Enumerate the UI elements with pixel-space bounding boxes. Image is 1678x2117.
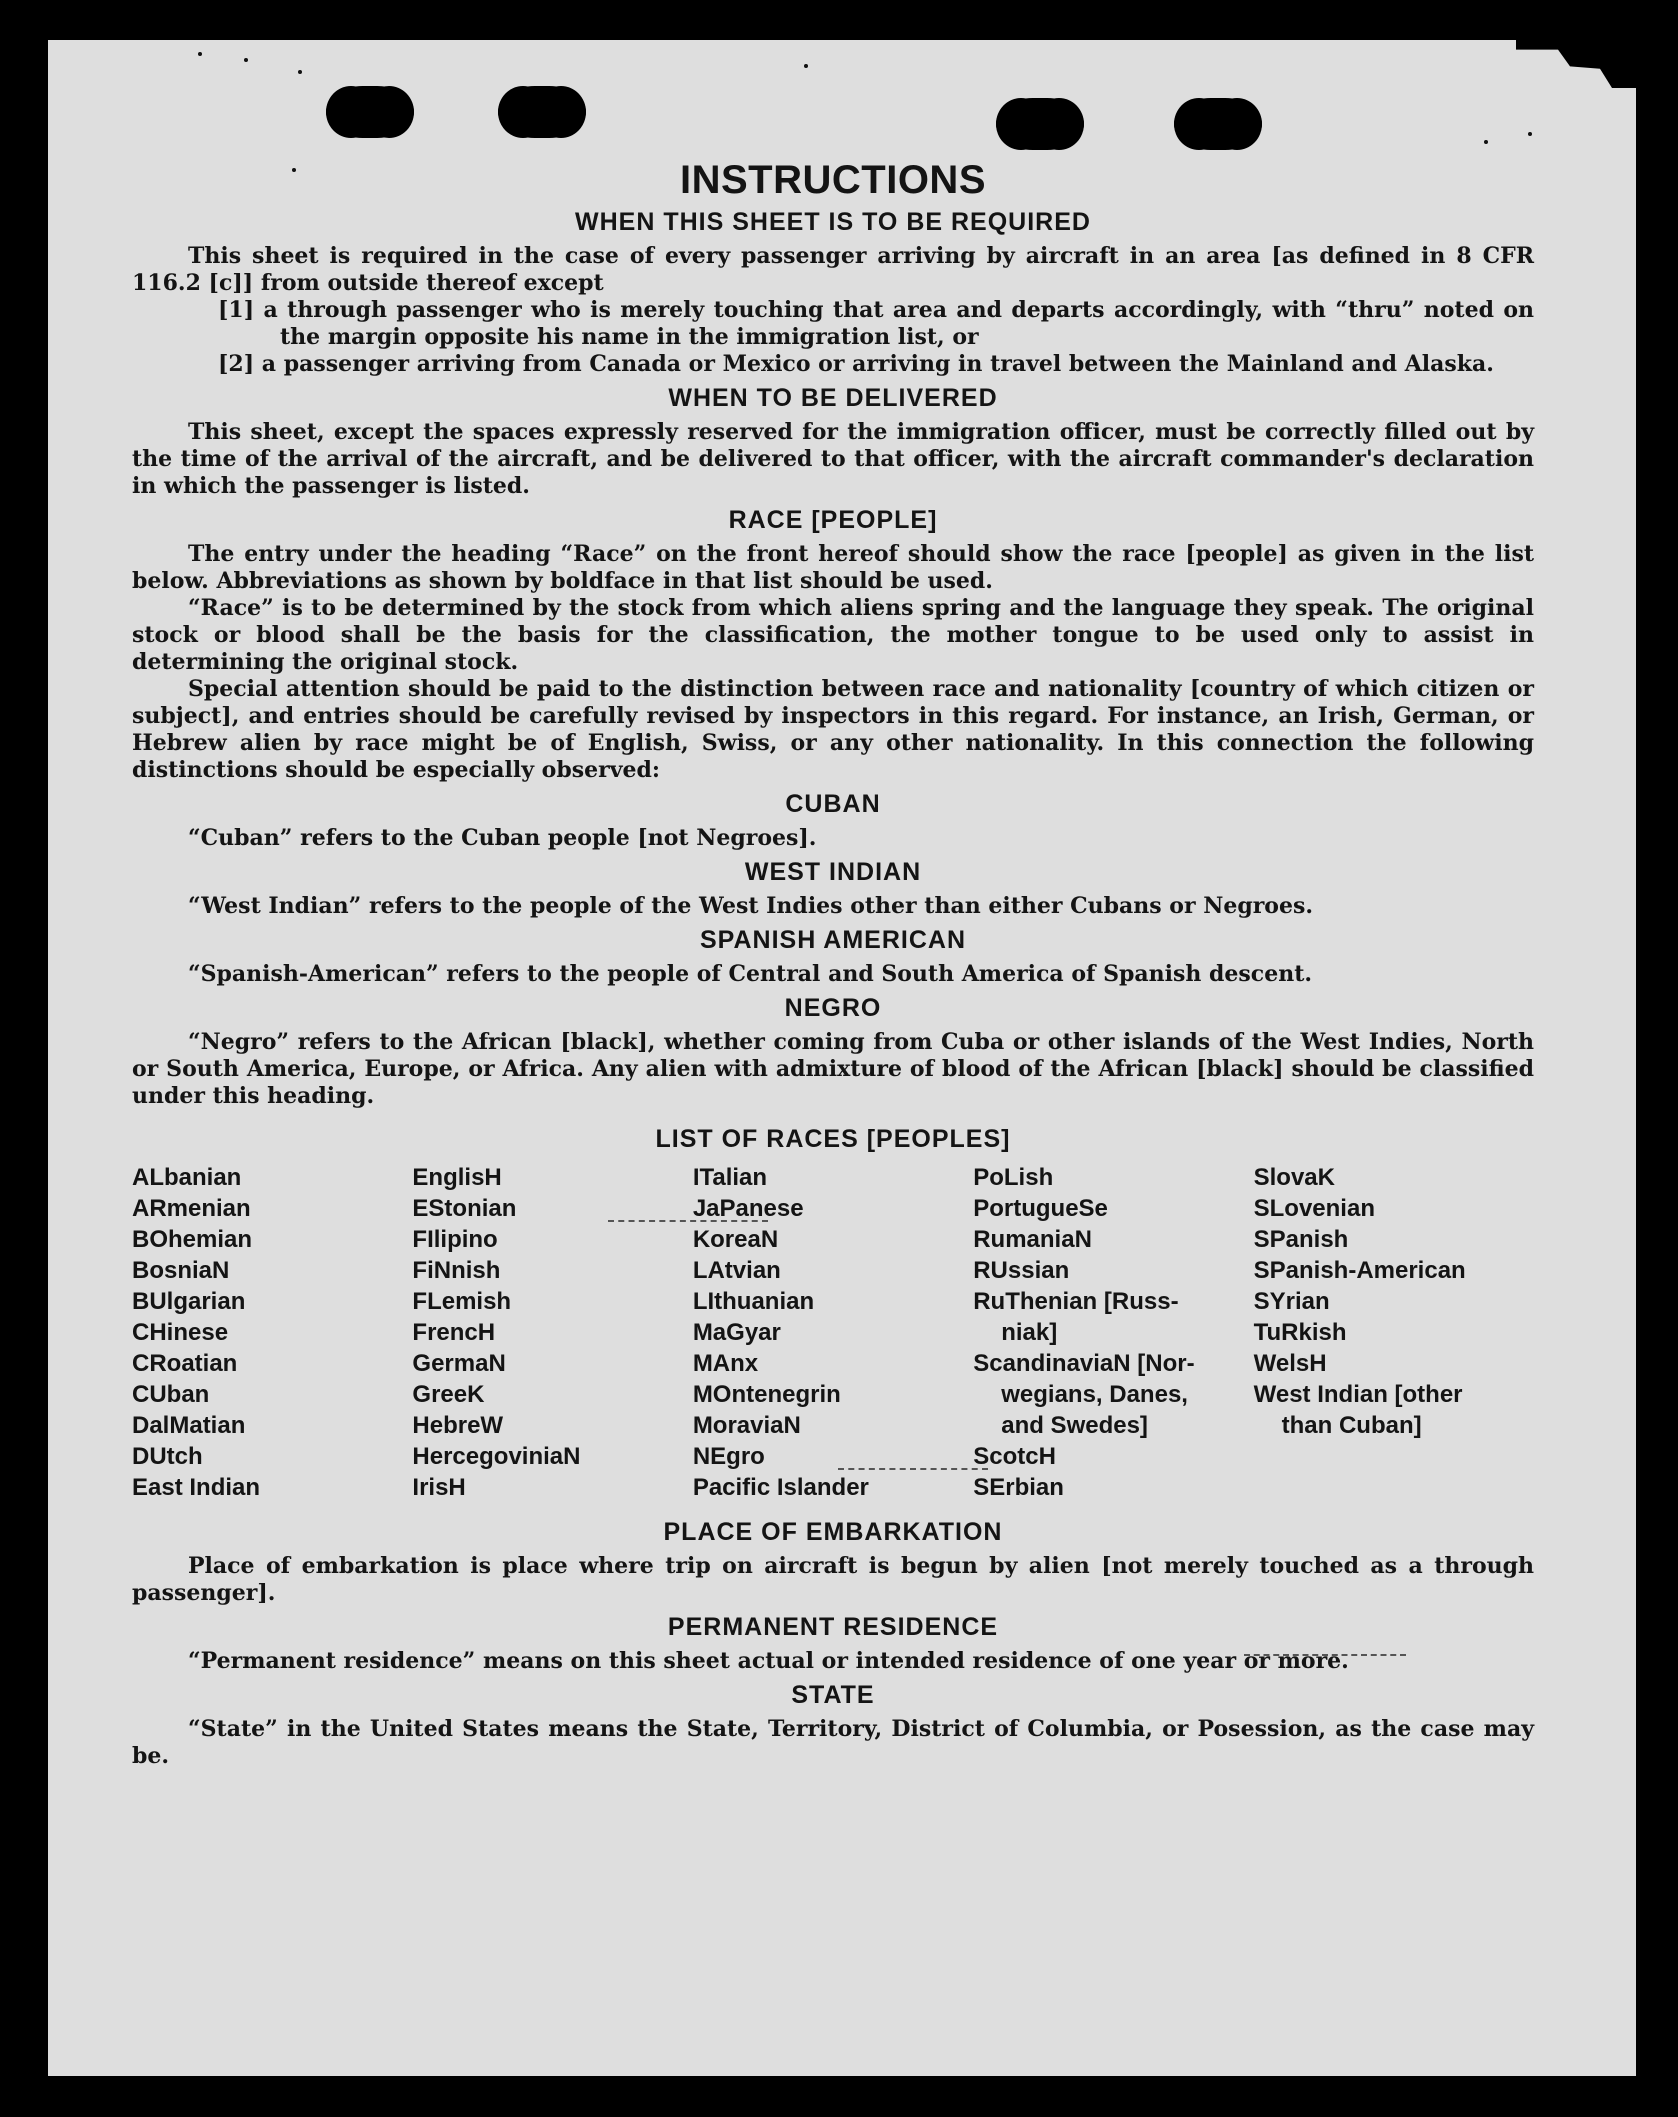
section-text: “Cuban” refers to the Cuban people [not Negroes].	[188, 825, 817, 851]
section-heading: RACE [PEOPLE]	[728, 506, 938, 534]
exception-item: [1] a through passenger who is merely touching that area and departs accordingly, with “thru” noted on the margin opposite his name in the immigration list, or	[218, 297, 1534, 350]
race-entry: GreeK	[412, 1381, 485, 1408]
speck	[198, 52, 202, 56]
speck	[244, 58, 248, 62]
races-column	[132, 1162, 412, 1503]
page-title: INSTRUCTIONS	[680, 158, 986, 202]
race-entry: ScandinaviaN [Nor-	[973, 1350, 1195, 1377]
exception-item: [2] a passenger arriving from Canada or Mexico or arriving in travel between the Mainland and Alaska.	[218, 351, 1494, 377]
instructions-content	[132, 158, 1534, 1770]
races-column	[973, 1162, 1253, 1503]
races-column	[1254, 1162, 1534, 1503]
race-entry: GermaN	[412, 1350, 506, 1377]
race-entry: MOntenegrin	[692, 1381, 841, 1408]
section-text: “State” in the United States means the State, Territory, District of Columbia, or Posession, as the case may be.	[132, 1716, 1534, 1769]
race-entry: IrisH	[412, 1474, 466, 1501]
race-entry: SErbian	[973, 1474, 1064, 1501]
punch-hole	[326, 86, 414, 138]
document-sheet	[48, 40, 1636, 2076]
race-entry: RumaniaN	[973, 1226, 1092, 1253]
section-heading: NEGRO	[784, 994, 882, 1022]
race-entry: SPanish-American	[1253, 1257, 1466, 1284]
punch-hole	[1174, 98, 1262, 150]
race-entry: HebreW	[412, 1412, 504, 1439]
race-entry: EStonian	[412, 1195, 517, 1222]
race-entry: BOhemian	[132, 1226, 253, 1253]
race-entry: DUtch	[132, 1443, 203, 1470]
race-entry: JaPanese	[692, 1195, 804, 1222]
race-entry: LIthuanian	[692, 1288, 815, 1315]
race-entry-continuation: than Cuban]	[1281, 1412, 1422, 1439]
race-entry: RuThenian [Russ-	[973, 1288, 1179, 1315]
race-entry: PortugueSe	[973, 1195, 1108, 1222]
race-entry: ITalian	[692, 1164, 768, 1191]
race-entry-continuation: wegians, Danes,	[1001, 1381, 1188, 1408]
section-heading: STATE	[791, 1681, 875, 1709]
races-column	[412, 1162, 692, 1503]
section-text: The entry under the heading “Race” on the front hereof should show the race [people] as given in the list below. Abbreviations as shown by boldface in that list should be used.	[132, 541, 1534, 594]
race-entry-continuation: and Swedes]	[1001, 1412, 1148, 1439]
race-entry: WelsH	[1253, 1350, 1327, 1377]
race-entry: MAnx	[692, 1350, 759, 1377]
race-entry: FrencH	[412, 1319, 496, 1346]
race-entry: SLovenian	[1253, 1195, 1375, 1222]
section-heading: PLACE OF EMBARKATION	[663, 1518, 1003, 1546]
section-heading: WEST INDIAN	[744, 858, 922, 886]
races-list	[132, 1162, 1534, 1503]
race-entry: CRoatian	[132, 1350, 238, 1377]
section-text: Place of embarkation is place where trip on aircraft is begun by alien [not merely touched as a through passenger].	[132, 1553, 1534, 1606]
race-entry: BosniaN	[132, 1257, 230, 1284]
section-text: This sheet, except the spaces expressly reserved for the immigration officer, must be correctly filled out by the time of the arrival of the aircraft, and be delivered to that officer, with the aircraft commander's declaration in which the passenger is listed.	[132, 419, 1534, 499]
speck	[804, 64, 808, 68]
section-text: Special attention should be paid to the distinction between race and nationality [country of which citizen or subject], and entries should be carefully revised by inspectors in this regard. For instance, an Irish, German, or Hebrew alien by race might be of English, Swiss, or any other nationality. In this connection the following distinctions should be especially observed:	[132, 676, 1534, 783]
section-text: “West Indian” refers to the people of the West Indies other than either Cubans or Negroes.	[188, 893, 1314, 919]
race-entry: SlovaK	[1253, 1164, 1335, 1191]
speck	[1484, 140, 1488, 144]
speck	[1528, 132, 1532, 136]
race-entry: LAtvian	[692, 1257, 781, 1284]
punch-hole	[996, 98, 1084, 150]
section-text: “Race” is to be determined by the stock from which aliens spring and the language they speak. The original stock or blood shall be the basis for the classification, the mother tongue to be used only to assist in determining the original stock.	[132, 595, 1534, 675]
torn-corner	[1516, 40, 1636, 88]
race-entry: PoLish	[973, 1164, 1054, 1191]
section-text: This sheet is required in the case of every passenger arriving by aircraft in an area [as defined in 8 CFR 116.2 [c]] from outside thereof except	[132, 243, 1534, 296]
race-entry: CHinese	[132, 1319, 229, 1346]
race-entry: East Indian	[132, 1474, 261, 1501]
race-entry: RUssian	[973, 1257, 1070, 1284]
section-heading: CUBAN	[785, 790, 881, 818]
race-entry: DalMatian	[132, 1412, 246, 1439]
punch-hole	[498, 86, 586, 138]
race-entry: FIlipino	[412, 1226, 498, 1253]
section-heading: WHEN TO BE DELIVERED	[668, 384, 998, 412]
race-entry: NEgro	[692, 1443, 765, 1470]
race-entry: MaGyar	[692, 1319, 781, 1346]
speck	[298, 70, 302, 74]
section-text: “Permanent residence” means on this sheet actual or intended residence of one year or more.	[188, 1648, 1349, 1674]
race-entry: CUban	[132, 1381, 210, 1408]
race-entry: ScotcH	[973, 1443, 1056, 1470]
section-heading: LIST OF RACES [PEOPLES]	[655, 1125, 1011, 1153]
race-entry: SYrian	[1253, 1288, 1330, 1315]
race-entry: HercegoviniaN	[412, 1443, 581, 1470]
race-entry: FiNnish	[412, 1257, 501, 1284]
race-entry: West Indian [other	[1253, 1381, 1463, 1408]
race-entry: ALbanian	[132, 1164, 242, 1191]
race-entry: SPanish	[1253, 1226, 1349, 1253]
section-heading: SPANISH AMERICAN	[699, 926, 966, 954]
section-heading: WHEN THIS SHEET IS TO BE REQUIRED	[575, 208, 1091, 236]
race-entry: Pacific Islander	[692, 1474, 869, 1501]
race-entry: FLemish	[412, 1288, 512, 1315]
section-text: “Spanish-American” refers to the people of Central and South America of Spanish descent.	[188, 961, 1313, 987]
section-text: “Negro” refers to the African [black], whether coming from Cuba or other islands of the West Indies, North or South America, Europe, or Africa. Any alien with admixture of blood of the African [black] should be classified under this heading.	[132, 1029, 1534, 1109]
section-heading: PERMANENT RESIDENCE	[667, 1613, 999, 1641]
race-entry: EnglisH	[412, 1164, 502, 1191]
race-entry: KoreaN	[692, 1226, 779, 1253]
race-entry: MoraviaN	[692, 1412, 801, 1439]
race-entry: TuRkish	[1253, 1319, 1347, 1346]
race-entry: BUlgarian	[132, 1288, 246, 1315]
race-entry-continuation: niak]	[1001, 1319, 1058, 1346]
races-column	[693, 1162, 973, 1503]
race-entry: ARmenian	[132, 1195, 251, 1222]
